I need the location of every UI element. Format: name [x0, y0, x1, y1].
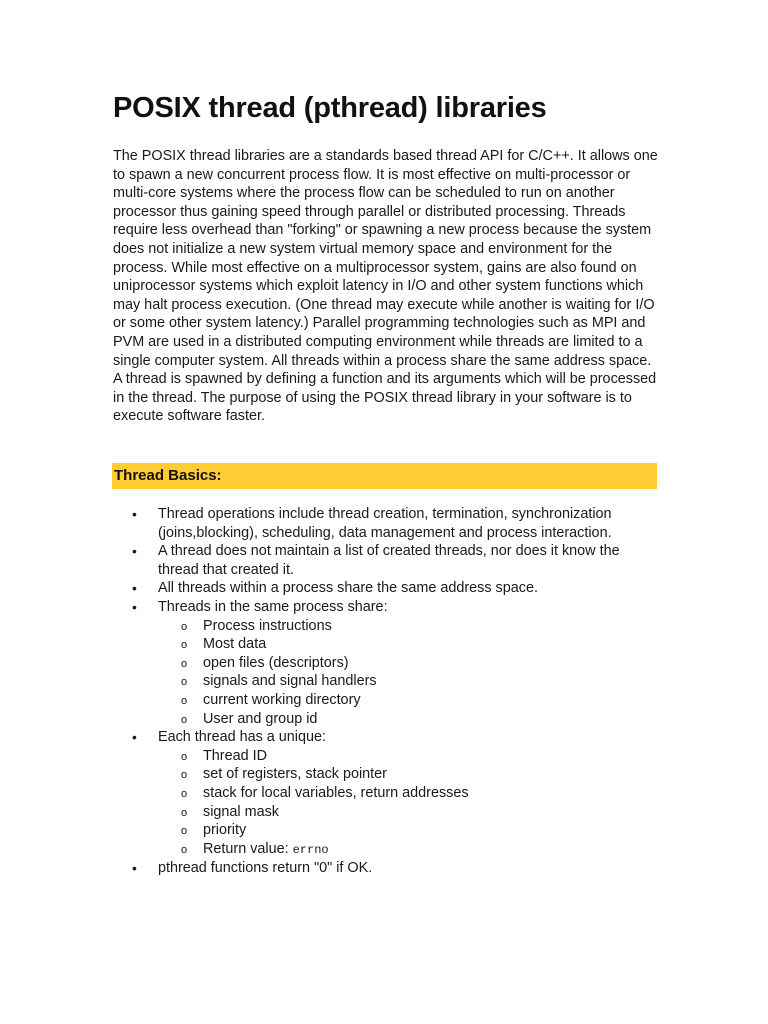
- return-value-label: Return value:: [203, 840, 289, 857]
- shared-items-sublist: [158, 617, 658, 729]
- list-item: • Each thread has a unique: o Thread ID o set of registers, stack pointer o stack for local variables, return addresses o signal mask o priority o Return value: errno: [113, 728, 658, 859]
- section-header-bar: [112, 463, 657, 489]
- errno-code: errno: [292, 842, 329, 857]
- sublist-item-return-value: [158, 840, 658, 860]
- sublist-item: o stack for local variables, return addresses: [158, 784, 658, 803]
- sublist-item: o Thread ID: [158, 747, 658, 766]
- sublist-item: o priority: [158, 821, 658, 840]
- list-item: • All threads within a process share the same address space.: [113, 579, 658, 598]
- sublist-item: o User and group id: [158, 710, 658, 729]
- sublist-item: o current working directory: [158, 691, 658, 710]
- sublist-item: o set of registers, stack pointer: [158, 765, 658, 784]
- sublist-item: o open files (descriptors): [158, 654, 658, 673]
- unique-items-sublist: [158, 747, 658, 860]
- intro-paragraph: The POSIX thread libraries are a standards based thread API for C/C++. It allows one to spawn a new concurrent process flow. It is most effective on multi-processor or multi-core systems where the process flow can be scheduled to run on another processor thus gaining speed through parallel or distributed processing. Threads require less overhead than "forking" or spawning a new process because the system does not initialize a new system virtual memory space and environment for the process. While most effective on a multiprocessor system, gains are also found on uniprocessor systems which exploit latency in I/O and other system functions which may halt process execution. (One thread may execute while another is waiting for I/O or some other system latency.) Parallel programming technologies such as MPI and PVM are used in a distributed computing environment while threads are limited to a single computer system. All threads within a process share the same address space. A thread is spawned by defining a function and its arguments which will be processed in the thread. The purpose of using the POSIX thread library in your software is to execute software faster.: [113, 148, 658, 425]
- thread-basics-list: [113, 505, 658, 878]
- page-title: POSIX thread (pthread) libraries: [113, 92, 547, 124]
- sublist-item: o signal mask: [158, 803, 658, 822]
- list-item: • pthread functions return "0" if OK.: [113, 859, 658, 878]
- list-item: • A thread does not maintain a list of created threads, nor does it know the thread that created it.: [113, 542, 658, 579]
- list-item: • Thread operations include thread creation, termination, synchronization (joins,blocking), scheduling, data management and process interaction.: [113, 505, 658, 542]
- section-title: Thread Basics:: [114, 467, 222, 484]
- sublist-item: o signals and signal handlers: [158, 672, 658, 691]
- list-item: • Threads in the same process share: o Process instructions o Most data o open files (descriptors) o signals and signal handlers o current working directory o User and group id: [113, 598, 658, 728]
- sublist-item: o Process instructions: [158, 617, 658, 636]
- sublist-item: o Most data: [158, 635, 658, 654]
